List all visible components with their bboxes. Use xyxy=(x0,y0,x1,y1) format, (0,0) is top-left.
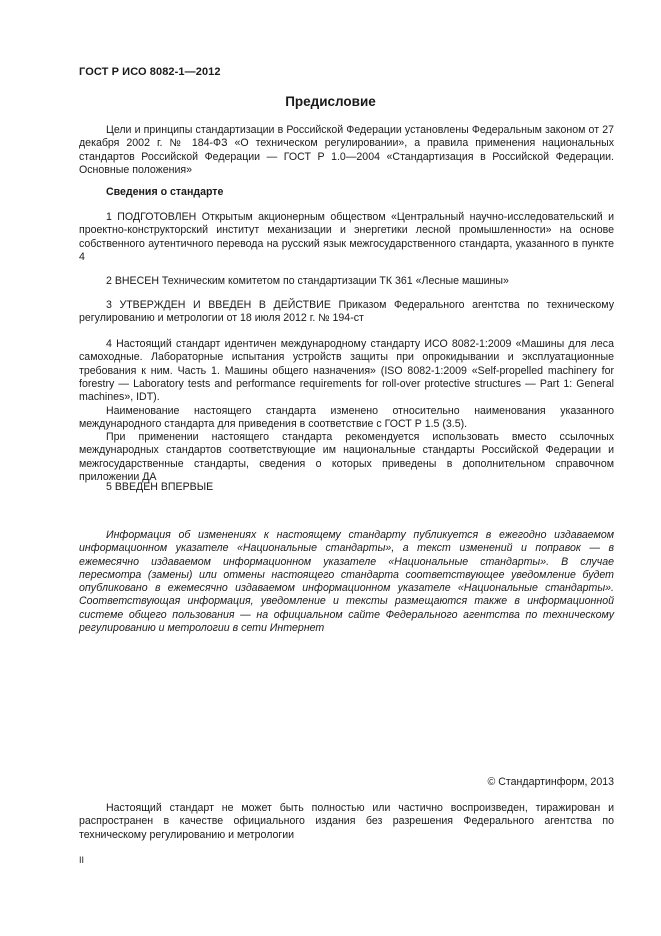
info-notice: Информация об изменениях к настоящему стандарту публикуется в ежегодно издаваемом информационном указателе «Национальные стандарты», а текст изменений и поправок — в ежемесячно издаваемом информационном указателе «Национальные стандарты». В случае пересмотра (замены) или отмены настоящего стандарта соответствующее уведомление будет опубликовано в ежемесячно издаваемом информационном указателе «Национальные стандарты». Соответствующая информация, уведомление и тексты размещаются также в информационной системе общего пользования — на официальном сайте Федерального агентства по техническому регулированию и метрологии в сети Интернет xyxy=(79,529,614,635)
section-heading: Сведения о стандарте xyxy=(106,186,224,198)
item-4-name-change: Наименование настоящего стандарта изменено относительно наименования указанного международного стандарта для приведения в соответствие с ГОСТ Р 1.5 (3.5). xyxy=(79,405,614,431)
page-title: Предисловие xyxy=(285,94,376,109)
item-4-identical: 4 Настоящий стандарт идентичен международному стандарту ИСО 8082-1:2009 «Машины для леса самоходные. Лабораторные испытания устройств защиты при опрокидывании и эксплуатационные требования к ним. Часть 1. Машины общего назначения» (ISO 8082-1:2009 «Self-propelled machinery for forestry — Laboratory tests and performance requirements for roll-over protective structures — Part 1: General machines», IDT). xyxy=(79,338,614,404)
copyright-line: © Стандартинформ, 2013 xyxy=(487,776,614,788)
item-3-approved: 3 УТВЕРЖДЕН И ВВЕДЕН В ДЕЙСТВИЕ Приказом Федерального агентства по техническому регулированию и метрологии от 18 июля 2012 г. № 194-ст xyxy=(79,299,614,325)
document-code-header: ГОСТ Р ИСО 8082-1—2012 xyxy=(79,66,221,78)
item-4-references: При применении настоящего стандарта рекомендуется использовать вместо ссылочных международных стандартов соответствующие им национальные стандарты Российской Федерации и межгосударственные стандарты, сведения о которых приведены в дополнительном справочном приложении ДА xyxy=(79,431,614,483)
page-number: II xyxy=(79,855,85,865)
intro-paragraph: Цели и принципы стандартизации в Российской Федерации установлены Федеральным законом от 27 декабря 2002 г. № 184-ФЗ «О техническом регулировании», а правила применения национальных стандартов Российской Федерации — ГОСТ Р 1.0—2004 «Стандартизация в Российской Федерации. Основные положения» xyxy=(79,124,614,176)
item-5-introduced: 5 ВВЕДЕН ВПЕРВЫЕ xyxy=(106,481,214,493)
item-1-prepared: 1 ПОДГОТОВЛЕН Открытым акционерным обществом «Центральный научно-исследовательский и проектно-конструкторский институт механизации и энергетики лесной промышленности» на основе собственного аутентичного перевода на русский язык межгосударственного стандарта, указанного в пункте 4 xyxy=(79,211,614,263)
rights-notice: Настоящий стандарт не может быть полностью или частично воспроизведен, тиражирован и распространен в качестве официального издания без разрешения Федерального агентства по техническому регулированию и метрологии xyxy=(79,802,614,841)
item-2-submitted: 2 ВНЕСЕН Техническим комитетом по стандартизации ТК 361 «Лесные машины» xyxy=(106,275,509,287)
